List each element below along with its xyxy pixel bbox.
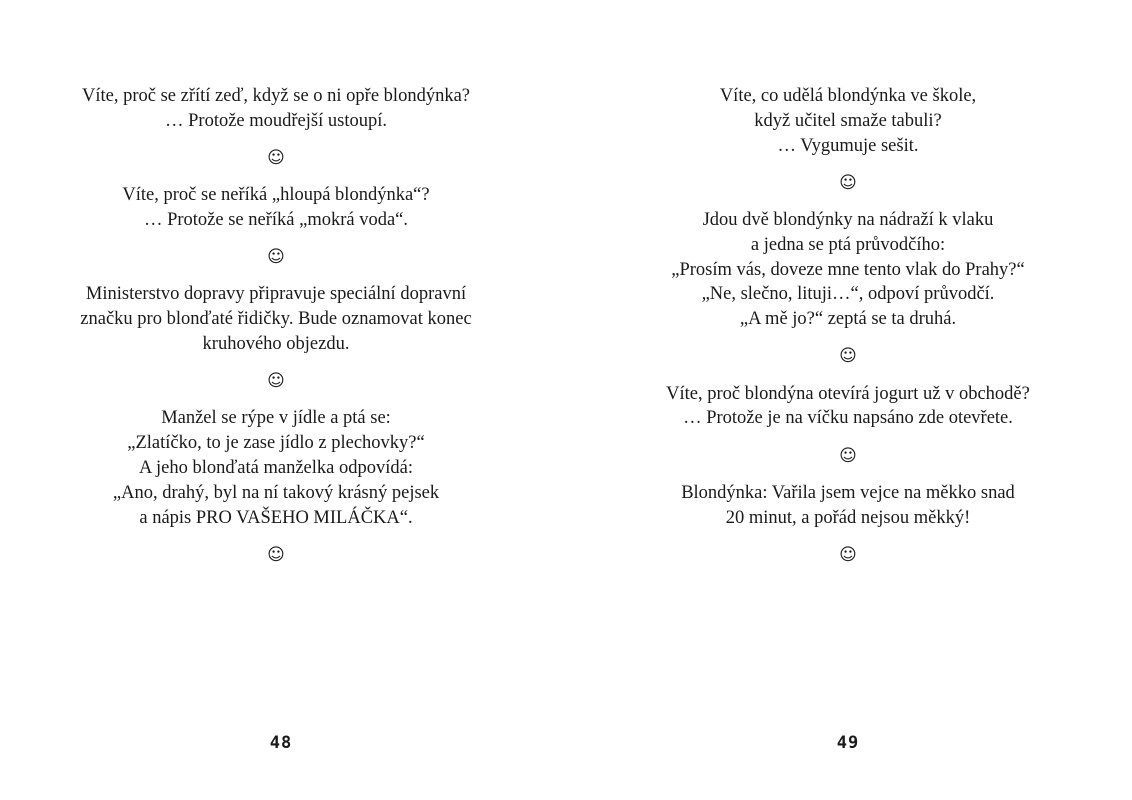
smiley-icon: ☺	[839, 346, 857, 367]
joke-line: … Vygumuje sešit.	[777, 135, 919, 156]
joke-line: 20 minut, a pořád nejsou měkký!	[725, 507, 971, 528]
joke-entry	[0, 84, 559, 134]
joke-entry	[0, 282, 559, 356]
joke-line: značku pro blonďaté řidičky. Bude oznamovat konec	[80, 309, 472, 330]
joke-entry	[565, 481, 1131, 531]
right-page	[566, 0, 1132, 800]
joke-line: Jdou dvě blondýnky na nádraží k vlaku	[702, 209, 994, 230]
joke-line: kruhového objezdu.	[202, 333, 350, 354]
joke-line: … Protože se neříká „mokrá voda“.	[143, 209, 409, 230]
joke-line: … Protože je na víčku napsáno zde otevřete.	[683, 408, 1013, 429]
smiley-icon: ☺	[267, 147, 285, 168]
joke-line: Víte, co udělá blondýnka ve škole,	[719, 86, 977, 106]
page-number: 49	[836, 733, 860, 753]
smiley-icon: ☺	[267, 247, 285, 268]
joke-line: Ministerstvo dopravy připravuje speciální dopravní	[85, 284, 467, 305]
joke-line: Víte, proč se neříká „hloupá blondýnka“?	[122, 185, 430, 206]
joke-line: „Prosím vás, doveze mne tento vlak do Prahy?“	[671, 259, 1025, 280]
joke-entry	[0, 406, 559, 530]
right-page-content	[565, 84, 1131, 580]
joke-line: A jeho blonďatá manželka odpovídá:	[139, 457, 413, 478]
joke-line: „Ano, drahý, byl na ní takový krásný pejsek	[112, 482, 440, 503]
smiley-icon: ☺	[267, 371, 285, 392]
joke-line: Víte, proč blondýna otevírá jogurt už v obchodě?	[666, 383, 1030, 404]
left-page-content	[0, 84, 559, 580]
smiley-icon: ☺	[839, 544, 857, 565]
smiley-icon: ☺	[839, 172, 857, 193]
joke-entry	[565, 382, 1131, 432]
page-number: 48	[269, 733, 293, 753]
joke-line: Manžel se rýpe v jídle a ptá se:	[161, 408, 391, 429]
joke-entry	[565, 84, 1131, 158]
joke-entry	[0, 183, 559, 233]
joke-line: Blondýnka: Vařila jsem vejce na měkko snad	[681, 482, 1015, 503]
joke-line: „Ne, slečno, lituji…“, odpoví průvodčí.	[701, 284, 995, 305]
smiley-icon: ☺	[267, 544, 285, 565]
joke-line: „A mě jo?“ zeptá se ta druhá.	[739, 309, 957, 330]
joke-line: a jedna se ptá průvodčího:	[750, 234, 946, 255]
joke-line: a nápis PRO VAŠEHO MILÁČKA“.	[139, 507, 413, 528]
joke-entry	[565, 208, 1131, 332]
joke-line: … Protože moudřejší ustoupí.	[165, 110, 387, 131]
smiley-icon: ☺	[839, 445, 857, 466]
joke-line: „Zlatíčko, to je zase jídlo z plechovky?“	[127, 433, 425, 454]
joke-line: když učitel smaže tabuli?	[754, 110, 942, 131]
joke-line: Víte, proč se zřítí zeď, když se o ni opře blondýnka?	[81, 86, 470, 106]
